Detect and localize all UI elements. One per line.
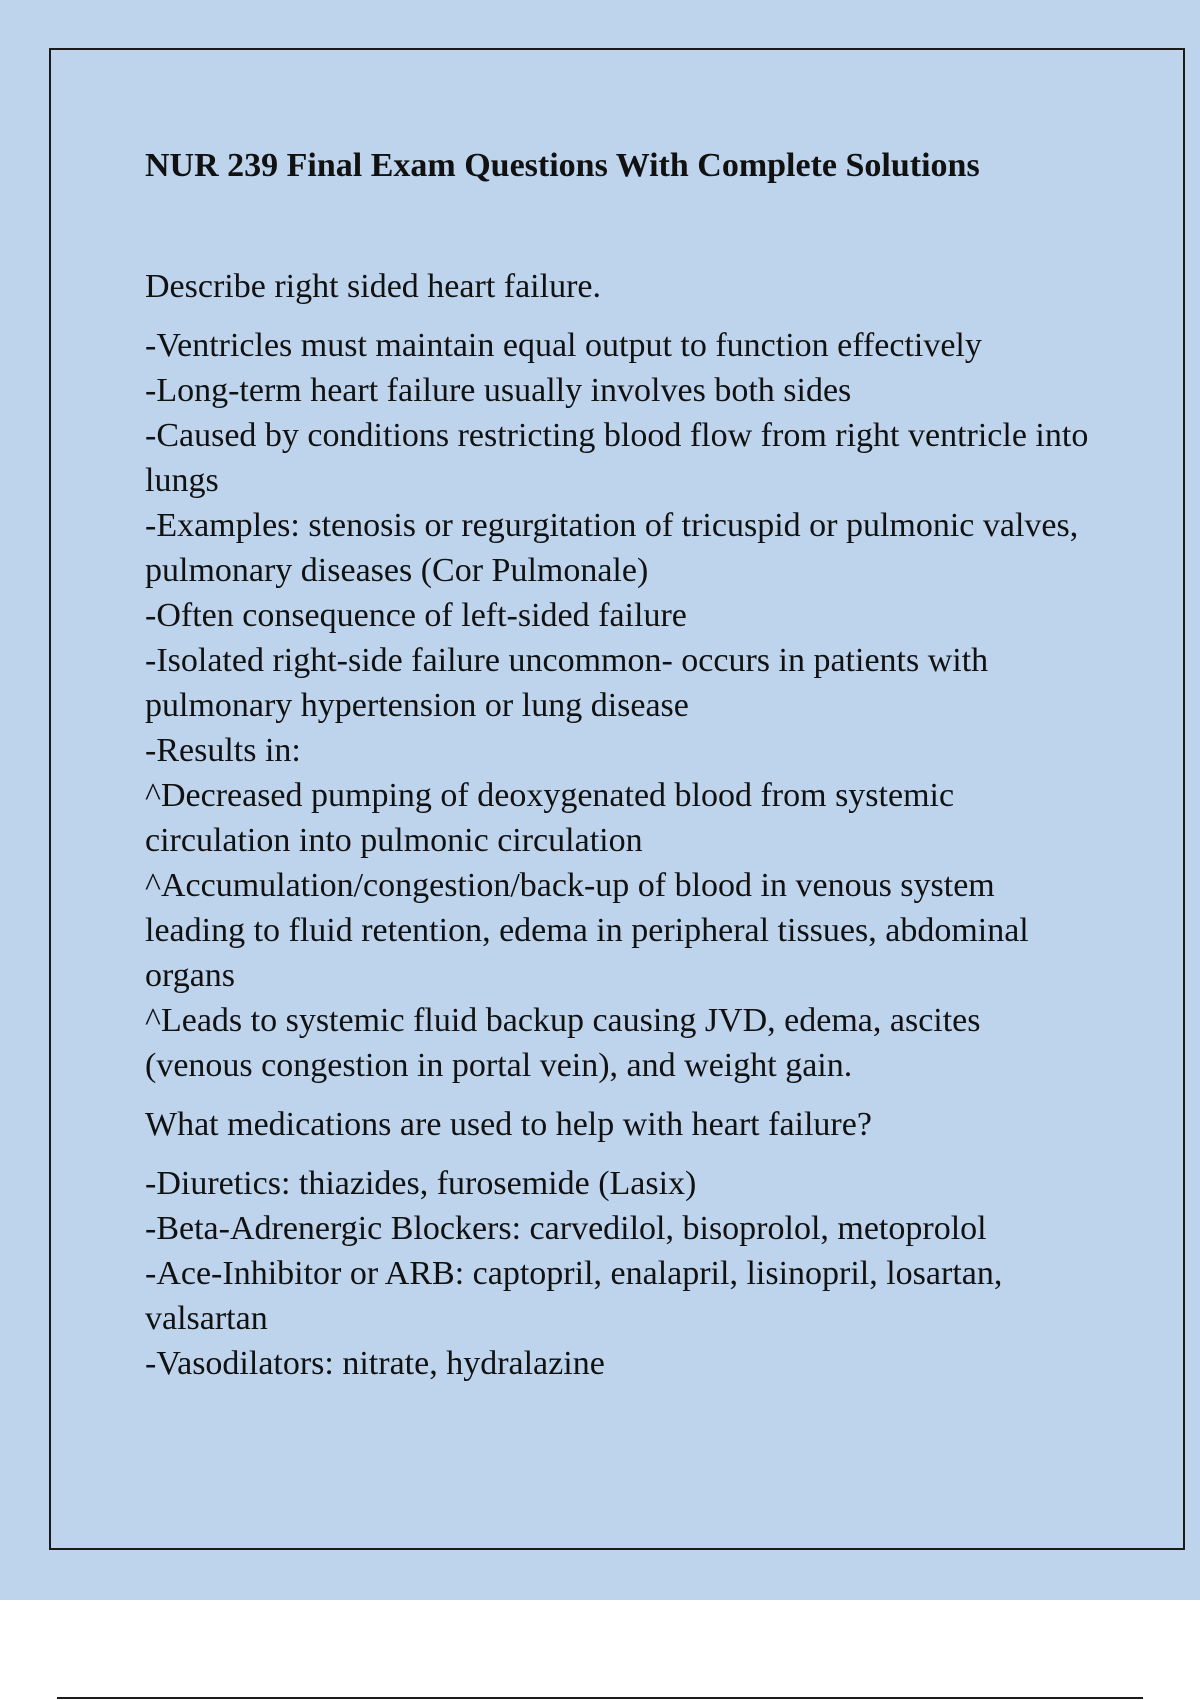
answer-line: ^Leads to systemic fluid backup causing JVD, edema, ascites (venous congestion in portal vein), and weight gain.: [145, 1002, 981, 1084]
answer-line: -Examples: stenosis or regurgitation of tricuspid or pulmonic valves, pulmonary diseases (Cor Pulmonale): [145, 507, 1079, 589]
answer-line: -Caused by conditions restricting blood flow from right ventricle into lungs: [145, 417, 1089, 499]
answer-line: -Ace-Inhibitor or ARB: captopril, enalapril, lisinopril, losartan, valsartan: [145, 1255, 1003, 1337]
document-content: [145, 140, 1095, 1386]
answer-line: -Isolated right-side failure uncommon- occurs in patients with pulmonary hypertension or lung disease: [145, 642, 989, 724]
answer-line: -Diuretics: thiazides, furosemide (Lasix): [145, 1165, 697, 1202]
answer-1: [145, 323, 1095, 1088]
answer-line: -Ventricles must maintain equal output to function effectively: [145, 327, 982, 364]
footer-divider: [57, 1697, 1143, 1699]
answer-line: -Often consequence of left-sided failure: [145, 597, 687, 634]
answer-line: -Beta-Adrenergic Blockers: carvedilol, bisoprolol, metoprolol: [145, 1210, 987, 1247]
answer-line: -Vasodilators: nitrate, hydralazine: [145, 1345, 605, 1382]
page-title: NUR 239 Final Exam Questions With Complete Solutions: [145, 147, 980, 184]
answer-line: -Results in:: [145, 732, 301, 769]
question-2: What medications are used to help with heart failure?: [145, 1106, 872, 1143]
answer-line: ^Accumulation/congestion/back-up of blood in venous system leading to fluid retention, edema in peripheral tissues, abdominal organs: [145, 867, 1029, 994]
answer-2: [145, 1161, 1095, 1386]
question-1: Describe right sided heart failure.: [145, 268, 601, 305]
answer-line: -Long-term heart failure usually involves both sides: [145, 372, 852, 409]
answer-line: ^Decreased pumping of deoxygenated blood from systemic circulation into pulmonic circulation: [145, 777, 955, 859]
